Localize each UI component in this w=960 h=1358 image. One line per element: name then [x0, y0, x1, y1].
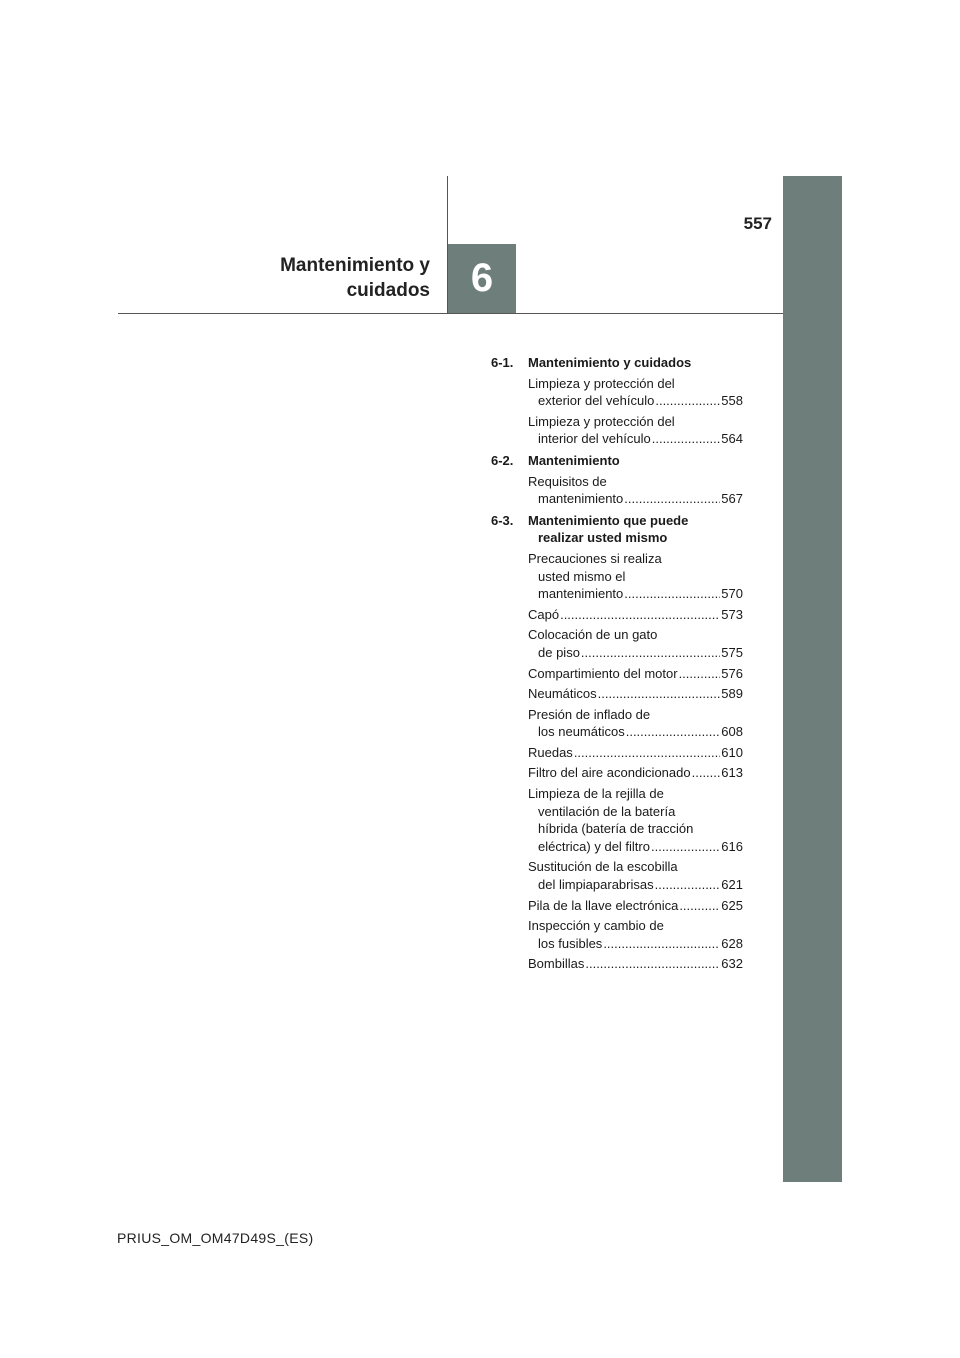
entry-page-number: 573	[721, 606, 743, 622]
entry-last-line	[528, 665, 743, 683]
entry-text-line: Capó	[528, 606, 560, 622]
entry-last-line	[528, 490, 743, 508]
dot-leader	[679, 665, 721, 683]
document-code: PRIUS_OM_OM47D49S_(ES)	[117, 1230, 314, 1246]
entry-text-line: de piso	[538, 644, 580, 660]
entry-last-line	[528, 876, 743, 894]
entry-page-number: 576	[721, 665, 743, 681]
toc-entry[interactable]	[528, 665, 743, 683]
toc-entry[interactable]	[528, 550, 743, 603]
entry-text-line: Sustitución de la escobilla	[528, 859, 678, 875]
entry-page-number: 628	[721, 935, 743, 951]
toc-section	[491, 512, 743, 973]
entry-text-line: mantenimiento	[538, 586, 624, 602]
entry-text-line: híbrida (batería de tracción	[538, 821, 694, 837]
section-title	[528, 354, 743, 372]
entry-last-line	[528, 838, 743, 856]
section-heading[interactable]	[491, 354, 743, 372]
page-number: 557	[743, 214, 772, 233]
entry-page-number: 570	[721, 586, 743, 602]
toc-entry[interactable]	[528, 706, 743, 741]
toc-entry[interactable]	[528, 897, 743, 915]
chapter-title-line2: cuidados	[346, 280, 430, 301]
toc-section	[491, 452, 743, 508]
chapter-title-line1: Mantenimiento y	[280, 255, 430, 276]
entry-page-number: 564	[721, 431, 743, 447]
dot-leader	[624, 490, 720, 508]
dot-leader	[624, 585, 720, 603]
entry-page-number: 558	[721, 393, 743, 409]
entry-text-line: los neumáticos	[538, 724, 625, 740]
chapter-side-tab	[783, 176, 842, 1182]
entry-text-line: Pila de la llave electrónica	[528, 897, 679, 913]
entry-last-line	[528, 585, 743, 603]
entry-last-line	[528, 935, 743, 953]
entry-text-line: Limpieza y protección del	[528, 375, 675, 391]
toc-entry[interactable]	[528, 375, 743, 410]
dot-leader	[603, 935, 720, 953]
dot-leader	[598, 685, 721, 703]
entry-text-line: exterior del vehículo	[538, 393, 655, 409]
entry-last-line	[528, 744, 743, 762]
section-number: 6-2.	[491, 452, 514, 468]
dot-leader	[585, 955, 720, 973]
entry-last-line	[528, 723, 743, 741]
entry-text-line: Limpieza de la rejilla de	[528, 786, 664, 802]
entry-page-number: 567	[721, 491, 743, 507]
dot-leader	[651, 838, 720, 856]
toc-entry[interactable]	[528, 764, 743, 782]
section-number: 6-3.	[491, 512, 514, 528]
toc-entry[interactable]	[528, 413, 743, 448]
toc-entry[interactable]	[528, 955, 743, 973]
entry-text-line: Requisitos de	[528, 473, 607, 489]
toc-section	[491, 354, 743, 448]
section-title-line: Mantenimiento y cuidados	[528, 355, 692, 370]
entry-last-line	[528, 606, 743, 624]
toc-entry[interactable]	[528, 917, 743, 952]
toc-entry[interactable]	[528, 858, 743, 893]
toc-entry[interactable]	[528, 685, 743, 703]
toc-entry[interactable]	[528, 473, 743, 508]
entry-text-line: Compartimiento del motor	[528, 665, 678, 681]
entry-text-line: Neumáticos	[528, 686, 597, 702]
entry-page-number: 621	[721, 877, 743, 893]
entry-page-number: 616	[721, 838, 743, 854]
dot-leader	[581, 644, 720, 662]
entry-text-line: Limpieza y protección del	[528, 413, 675, 429]
entry-last-line	[528, 644, 743, 662]
entry-page-number: 589	[721, 686, 743, 702]
entry-last-line	[528, 392, 743, 410]
section-title-line: realizar usted mismo	[538, 530, 668, 546]
chapter-number-badge: 6	[448, 244, 516, 313]
dot-leader	[679, 897, 720, 915]
entry-text-line: Precauciones si realiza	[528, 550, 662, 566]
entry-text-line: Ruedas	[528, 744, 573, 760]
entry-text-line: eléctrica) y del filtro	[538, 838, 650, 854]
entry-text-line: del limpiaparabrisas	[538, 877, 654, 893]
entry-text-line: Inspección y cambio de	[528, 918, 664, 934]
table-of-contents	[491, 354, 743, 977]
dot-leader	[692, 764, 721, 782]
entry-text-line: Filtro del aire acondicionado	[528, 765, 691, 781]
dot-leader	[560, 606, 720, 624]
chapter-title	[230, 253, 430, 303]
section-title	[528, 452, 743, 470]
entry-last-line	[528, 685, 743, 703]
section-title-line: Mantenimiento	[528, 452, 620, 468]
entry-page-number: 625	[721, 897, 743, 913]
entry-text-line: usted mismo el	[538, 568, 626, 584]
entry-last-line	[528, 430, 743, 448]
entry-page-number: 632	[721, 956, 743, 972]
section-title	[528, 512, 743, 547]
entry-text-line: ventilación de la batería	[538, 803, 676, 819]
dot-leader	[574, 744, 720, 762]
entry-text-line: mantenimiento	[538, 491, 624, 507]
entry-text-line: Colocación de un gato	[528, 627, 658, 643]
section-heading[interactable]	[491, 512, 743, 547]
entry-last-line	[528, 764, 743, 782]
entry-text-line: Presión de inflado de	[528, 706, 651, 722]
toc-entry[interactable]	[528, 626, 743, 661]
entry-page-number: 610	[721, 744, 743, 760]
dot-leader	[652, 430, 721, 448]
entry-page-number: 608	[721, 724, 743, 740]
toc-entry[interactable]	[528, 785, 743, 855]
toc-entry[interactable]	[528, 744, 743, 762]
dot-leader	[655, 876, 721, 894]
toc-entry[interactable]	[528, 606, 743, 624]
dot-leader	[626, 723, 721, 741]
entry-page-number: 613	[721, 765, 743, 781]
entry-text-line: Bombillas	[528, 956, 585, 972]
dot-leader	[655, 392, 720, 410]
entry-last-line	[528, 955, 743, 973]
entry-last-line	[528, 897, 743, 915]
entry-text-line: interior del vehículo	[538, 431, 651, 447]
section-title-line: Mantenimiento que puede	[528, 512, 689, 528]
entry-page-number: 575	[721, 644, 743, 660]
section-number: 6-1.	[491, 355, 514, 370]
header-horizontal-rule	[118, 313, 783, 314]
section-heading[interactable]	[491, 452, 743, 470]
entry-text-line: los fusibles	[538, 935, 603, 951]
